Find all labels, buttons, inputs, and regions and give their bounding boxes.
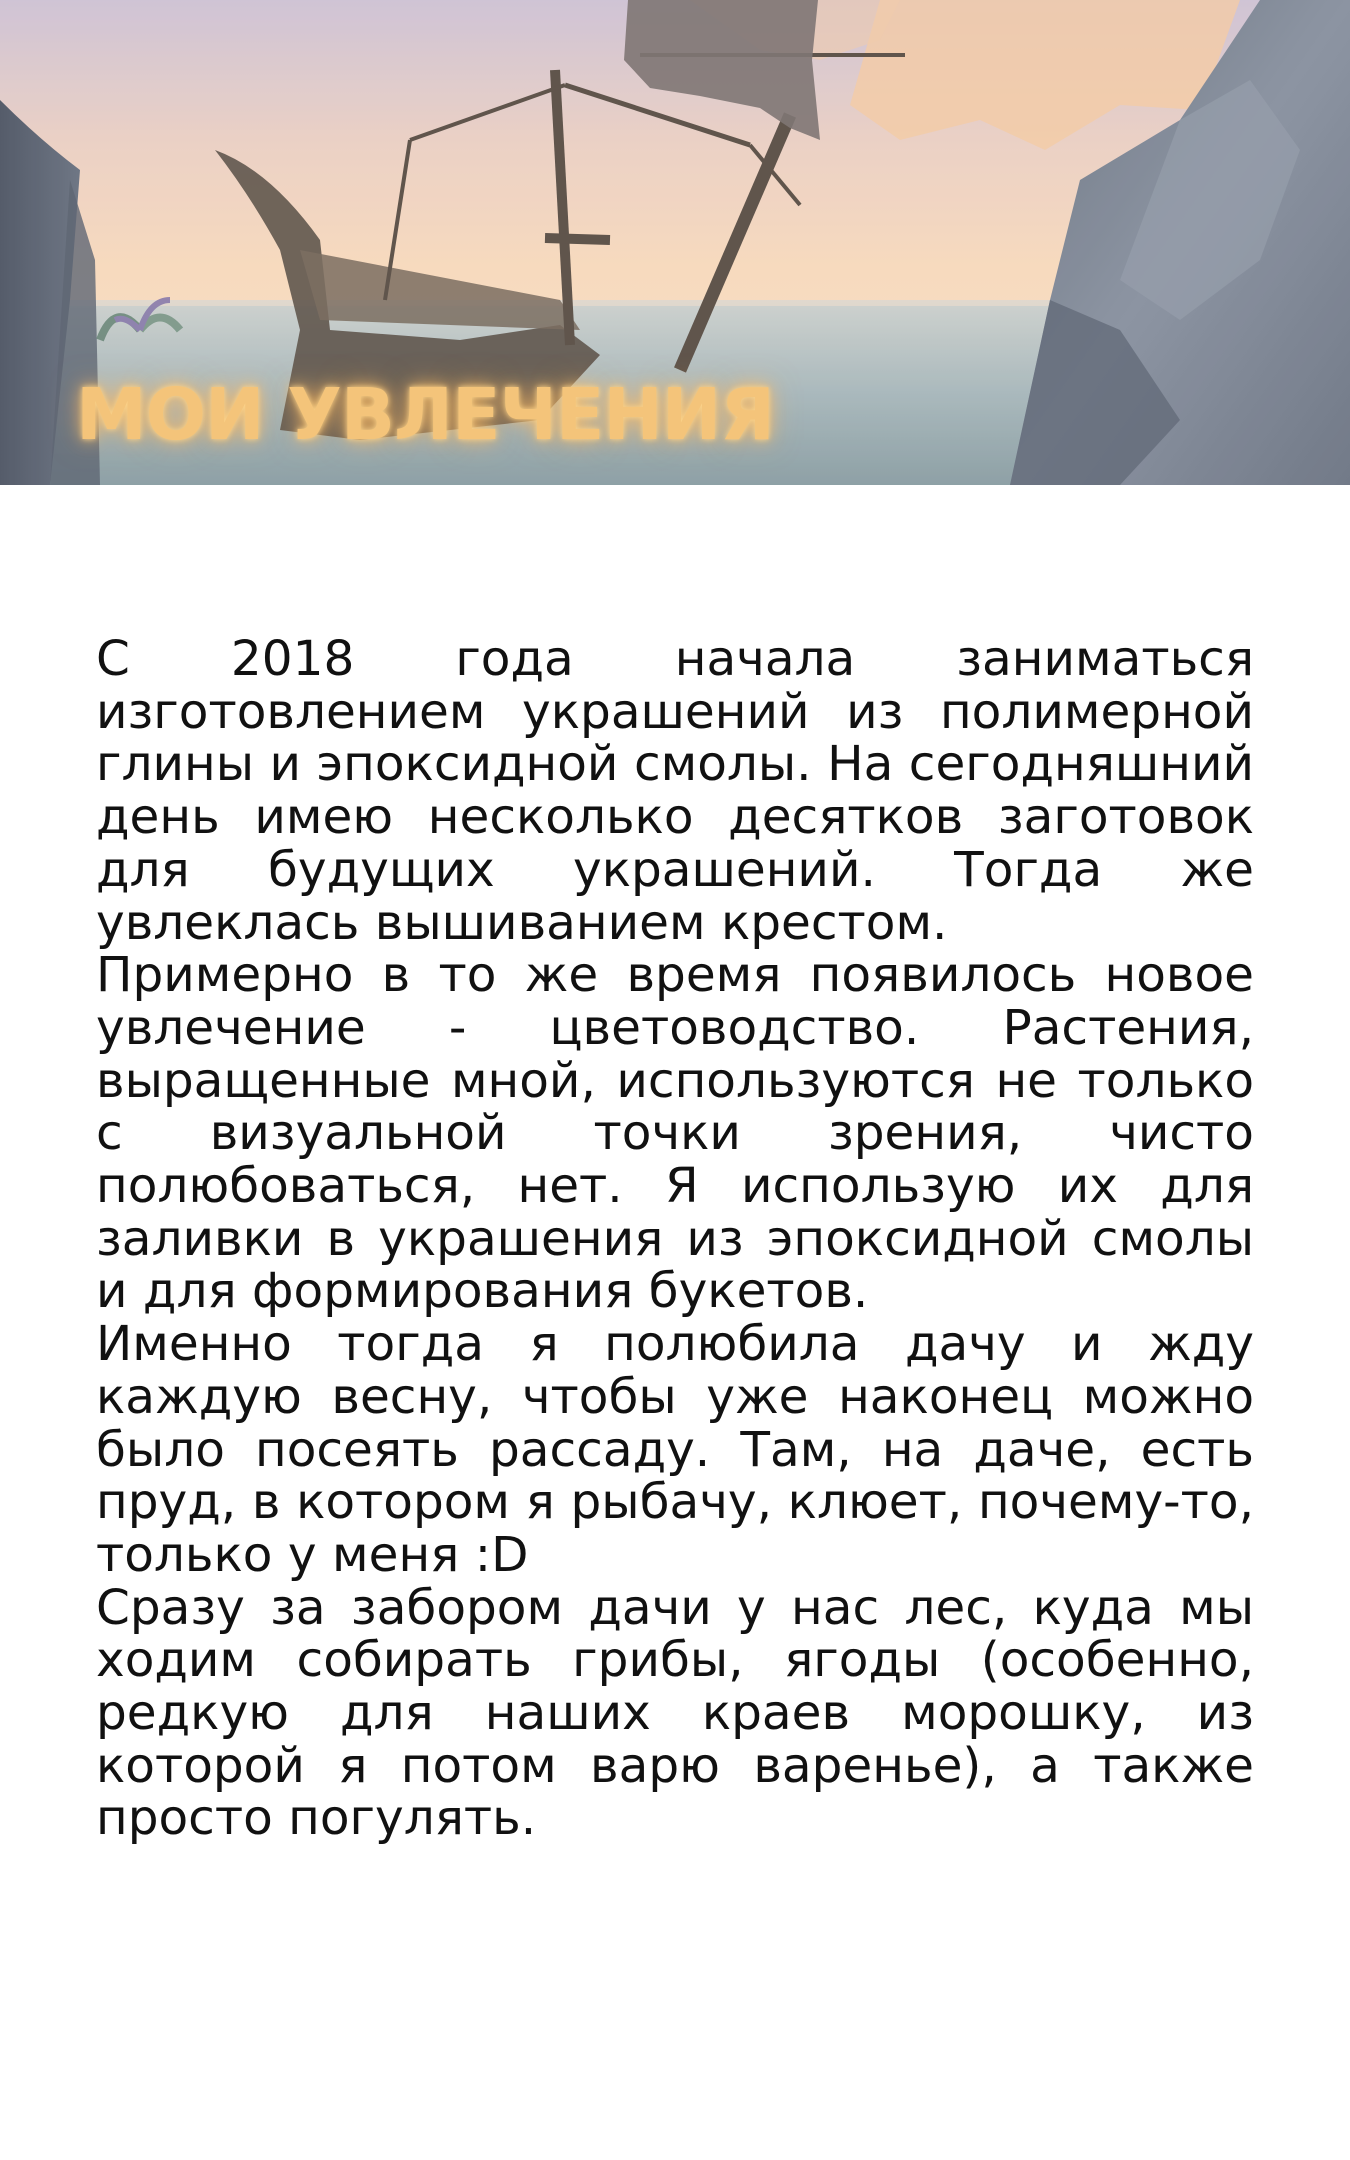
hobbies-article: [96, 633, 1254, 1845]
header-banner: [0, 0, 1350, 485]
paragraph-dacha: Именно тогда я полюбила дачу и жду каждую весну, чтобы уже наконец можно было посеять рассаду. Там, на даче, есть пруд, в котором я рыбачу, клюет, почему-то, только у меня :D: [96, 1316, 1254, 1583]
page-title: МОИ УВЛЕЧЕНИЯ: [76, 373, 774, 456]
paragraph-gardening: Примерно в то же время появилось новое увлечение - цветоводство. Растения, выращенные мной, используются не только с визуальной точки зрения, чисто полюбоваться, нет. Я использую их для заливки в украшения из эпоксидной смолы и для формирования букетов.: [96, 947, 1254, 1320]
paragraph-forest: Сразу за забором дачи у нас лес, куда мы ходим собирать грибы, ягоды (особенно, редкую для наших краев морошку, из которой я потом варю варенье), а также просто погулять.: [96, 1579, 1254, 1847]
paragraph-crafts: С 2018 года начала заниматься изготовлением украшений из полимерной глины и эпоксидной смолы. На сегодняшний день имею несколько десятков заготовок для будущих украшений. Тогда же увлеклась вышиванием крестом.: [96, 631, 1254, 951]
